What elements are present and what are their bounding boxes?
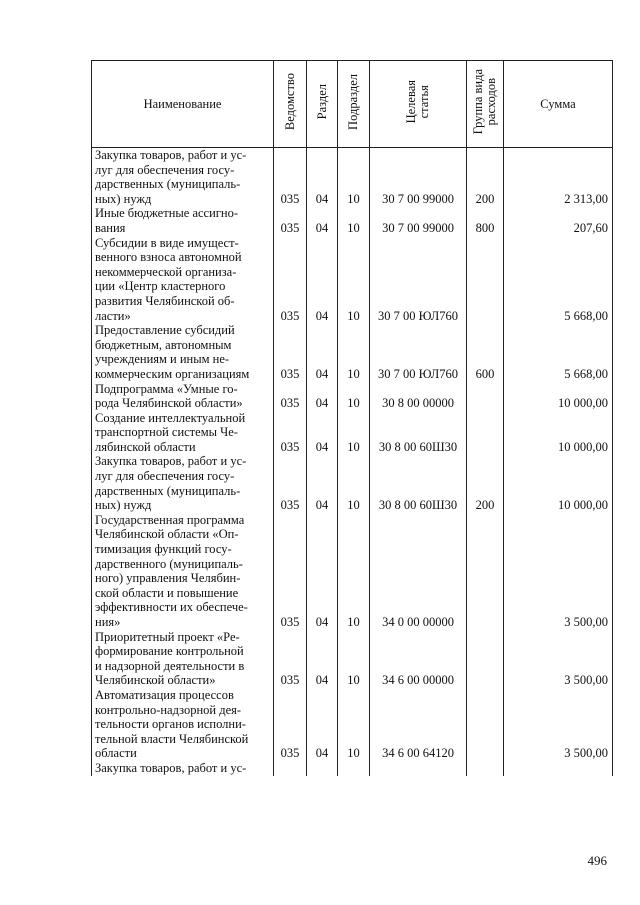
cell-gruppa: 600	[467, 323, 504, 381]
table-row	[92, 513, 613, 630]
cell-podrazdel: 10	[338, 688, 370, 761]
cell-ved: 035	[274, 206, 307, 235]
page-number: 496	[587, 853, 607, 868]
cell-name: Приоритетный проект «Ре- формирование контрольной и надзорной деятельности в Челябинской области»	[92, 630, 274, 688]
cell-name: Закупка товаров, работ и ус-	[92, 761, 274, 776]
cell-statya: 34 6 00 64120	[370, 688, 467, 761]
cell-gruppa: 800	[467, 206, 504, 235]
cell-summa: 5 668,00	[504, 236, 613, 324]
cell-ved	[274, 761, 307, 776]
cell-name: Иные бюджетные ассигно- вания	[92, 206, 274, 235]
table-header-row	[92, 61, 613, 148]
cell-summa: 5 668,00	[504, 323, 613, 381]
cell-statya: 34 6 00 00000	[370, 630, 467, 688]
header-name: Наименование	[92, 61, 274, 148]
table-row	[92, 323, 613, 381]
cell-name: Автоматизация процессов контрольно-надзорной дея- тельности органов исполни- тельной власти Челябинской области	[92, 688, 274, 761]
cell-name: Предоставление субсидий бюджетным, автономным учреждениям и иным не- коммерческим организациям	[92, 323, 274, 381]
cell-podrazdel: 10	[338, 236, 370, 324]
cell-statya: 30 7 00 ЮЛ760	[370, 323, 467, 381]
cell-statya: 30 8 00 60Ш30	[370, 454, 467, 512]
cell-podrazdel: 10	[338, 382, 370, 411]
cell-name: Закупка товаров, работ и ус- луг для обеспечения госу- дарственных (муниципаль- ных) нужд	[92, 454, 274, 512]
header-razdel: Раздел	[307, 61, 338, 148]
cell-gruppa	[467, 688, 504, 761]
cell-statya: 34 0 00 00000	[370, 513, 467, 630]
header-gruppa: Группа вида расходов	[467, 61, 504, 148]
table-row	[92, 236, 613, 324]
cell-podrazdel: 10	[338, 148, 370, 207]
cell-razdel: 04	[307, 206, 338, 235]
table-row	[92, 630, 613, 688]
cell-ved: 035	[274, 411, 307, 455]
cell-ved: 035	[274, 236, 307, 324]
header-ved: Ведомство	[274, 61, 307, 148]
cell-summa: 207,60	[504, 206, 613, 235]
cell-statya: 30 7 00 99000	[370, 206, 467, 235]
cell-razdel: 04	[307, 323, 338, 381]
cell-gruppa: 200	[467, 148, 504, 207]
header-summa: Сумма	[504, 61, 613, 148]
header-podrazdel: Подраздел	[338, 61, 370, 148]
cell-ved: 035	[274, 688, 307, 761]
cell-gruppa	[467, 411, 504, 455]
cell-summa: 3 500,00	[504, 513, 613, 630]
cell-razdel: 04	[307, 236, 338, 324]
cell-summa: 2 313,00	[504, 148, 613, 207]
cell-name: Закупка товаров, работ и ус- луг для обеспечения госу- дарственных (муниципаль- ных) нужд	[92, 148, 274, 207]
table-row	[92, 411, 613, 455]
cell-name: Подпрограмма «Умные го- рода Челябинской области»	[92, 382, 274, 411]
cell-gruppa	[467, 382, 504, 411]
cell-summa	[504, 761, 613, 776]
cell-ved: 035	[274, 513, 307, 630]
table-row	[92, 206, 613, 235]
cell-statya: 30 7 00 99000	[370, 148, 467, 207]
cell-summa: 10 000,00	[504, 454, 613, 512]
cell-razdel: 04	[307, 411, 338, 455]
cell-podrazdel: 10	[338, 411, 370, 455]
cell-ved: 035	[274, 382, 307, 411]
budget-table	[91, 60, 613, 776]
cell-name: Государственная программа Челябинской области «Оп- тимизация функций госу- дарственного (муниципаль- ного) управления Челябин- ской области и повышение эффективности их обеспече- ния»	[92, 513, 274, 630]
cell-ved: 035	[274, 454, 307, 512]
cell-razdel: 04	[307, 148, 338, 207]
cell-summa: 10 000,00	[504, 382, 613, 411]
cell-summa: 3 500,00	[504, 688, 613, 761]
cell-statya: 30 7 00 ЮЛ760	[370, 236, 467, 324]
cell-podrazdel	[338, 761, 370, 776]
header-celevaya: Целевая статья	[370, 61, 467, 148]
cell-podrazdel: 10	[338, 630, 370, 688]
table-row	[92, 688, 613, 761]
cell-statya: 30 8 00 00000	[370, 382, 467, 411]
cell-summa: 3 500,00	[504, 630, 613, 688]
cell-podrazdel: 10	[338, 323, 370, 381]
cell-statya: 30 8 00 60Ш30	[370, 411, 467, 455]
cell-gruppa	[467, 761, 504, 776]
cell-ved: 035	[274, 630, 307, 688]
table-row	[92, 454, 613, 512]
cell-razdel: 04	[307, 513, 338, 630]
cell-razdel: 04	[307, 630, 338, 688]
cell-razdel: 04	[307, 688, 338, 761]
cell-razdel: 04	[307, 382, 338, 411]
cell-razdel: 04	[307, 454, 338, 512]
cell-statya	[370, 761, 467, 776]
cell-gruppa	[467, 236, 504, 324]
cell-gruppa	[467, 513, 504, 630]
cell-podrazdel: 10	[338, 206, 370, 235]
cell-razdel	[307, 761, 338, 776]
cell-podrazdel: 10	[338, 513, 370, 630]
cell-ved: 035	[274, 148, 307, 207]
table-row	[92, 148, 613, 207]
table-body	[92, 148, 613, 776]
cell-podrazdel: 10	[338, 454, 370, 512]
cell-name: Создание интеллектуальной транспортной системы Че- лябинской области	[92, 411, 274, 455]
cell-name: Субсидии в виде имущест- венного взноса автономной некоммерческой организа- ции «Центр кластерного развития Челябинской об- ласти»	[92, 236, 274, 324]
cell-summa: 10 000,00	[504, 411, 613, 455]
table-row	[92, 382, 613, 411]
cell-gruppa	[467, 630, 504, 688]
cell-gruppa: 200	[467, 454, 504, 512]
table-row	[92, 761, 613, 776]
cell-ved: 035	[274, 323, 307, 381]
